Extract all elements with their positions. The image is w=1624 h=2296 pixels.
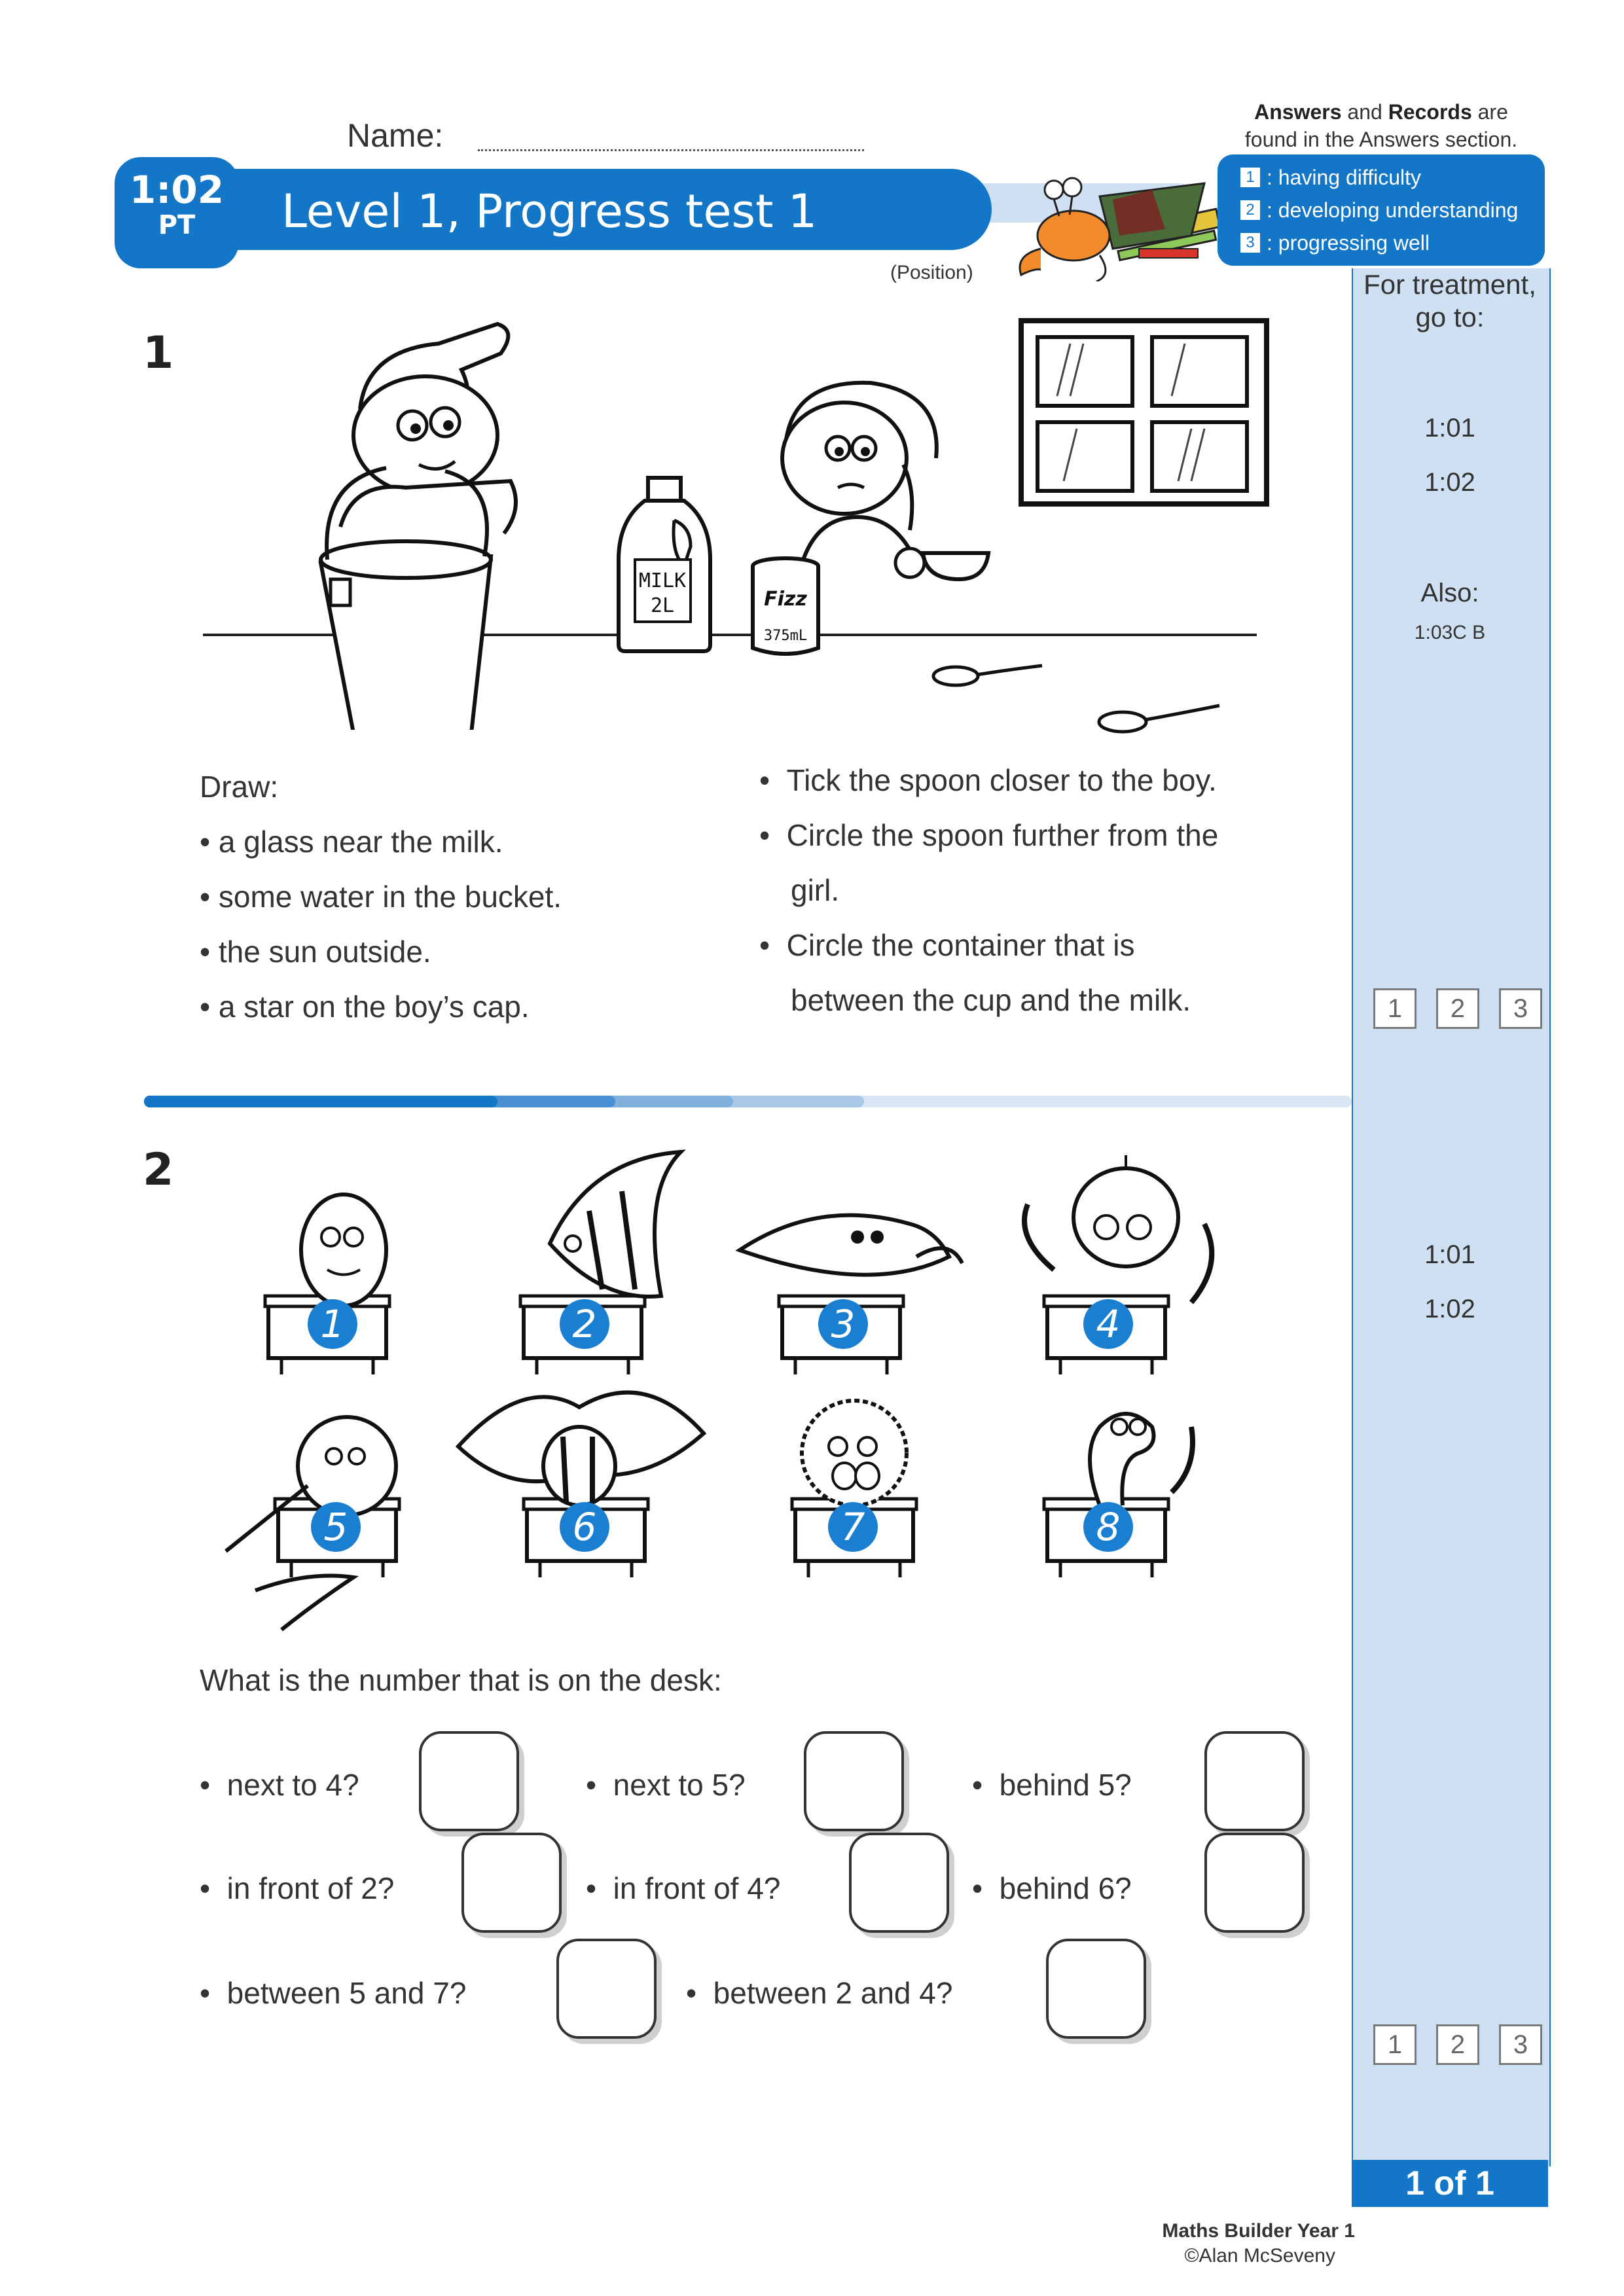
difficulty-legend [1218,154,1545,266]
score-box-1[interactable]: 1 [1373,988,1416,1029]
list-item: • a glass near the milk. [200,825,503,859]
q1-ref-1: 1:01 [1424,414,1475,442]
answers-note-line2: found in the Answers section. [1244,128,1518,151]
desk-number-7: 7 [828,1502,878,1552]
treatment-sidebar [1352,268,1551,2166]
spoon-far-icon[interactable] [1093,699,1224,738]
answer-box[interactable] [1204,1833,1305,1933]
list-item: • in front of 4? [586,1871,781,1905]
spoon-near-icon[interactable] [929,658,1047,691]
legend-number: 3 [1240,233,1260,253]
draw-instructions [200,759,562,1034]
legend-number: 2 [1240,200,1260,220]
task-instructions [759,753,1218,1028]
task-continuation: girl. [791,873,840,907]
treatment-line1: For treatment, [1363,269,1536,300]
octopus-4-icon [1008,1152,1231,1309]
answers-note [1204,98,1558,153]
strand-label: (Position) [890,262,973,283]
copyright: ©Alan McSeveny [1184,2245,1335,2267]
q2-score-boxes [1373,2024,1542,2065]
task-line: Circle the container that is [786,928,1135,962]
desk-number-2: 2 [560,1299,609,1349]
series-title: Maths Builder Year 1 [1162,2220,1355,2242]
desk-number-6: 6 [560,1502,609,1552]
legend-label: : progressing well [1267,230,1430,255]
desk-question-text: between 2 and 4? [713,1976,953,2010]
answer-box[interactable] [1204,1731,1305,1831]
list-item: • some water in the bucket. [200,880,562,914]
desk-number-3: 3 [818,1299,868,1349]
list-item: • behind 5? [972,1768,1132,1802]
also-ref: 1:03C B [1414,622,1486,643]
stingray-3-icon [733,1198,969,1296]
draw-item: some water in the bucket. [218,880,562,914]
fizz-can-illustration [746,556,828,661]
legend-row [1218,226,1545,259]
can-volume-text: 375mL [763,628,808,644]
draw-item: a star on the boy’s cap. [218,990,530,1024]
desk-question-text: behind 5? [999,1768,1132,1802]
angelfish-2-icon [537,1145,687,1302]
desk-number-1: 1 [308,1299,357,1349]
question-1-number: 1 [143,327,174,379]
answers-and: and [1341,100,1388,124]
score-box-2[interactable]: 2 [1436,2024,1479,2065]
task-continuation: between the cup and the milk. [791,983,1191,1017]
desk-question-text: behind 6? [999,1871,1132,1905]
list-item: • the sun outside. [200,935,431,969]
answer-box[interactable] [419,1731,519,1831]
answer-box[interactable] [849,1833,949,1933]
list-item: • in front of 2? [200,1871,395,1905]
desk-number-8: 8 [1083,1502,1133,1552]
list-item: • next to 5? [586,1768,746,1802]
desk-prompt: What is the number that is on the desk: [200,1663,722,1697]
q1-score-boxes [1373,988,1542,1029]
legend-label: : developing understanding [1267,198,1519,222]
desk-question-text: between 5 and 7? [226,1976,467,2010]
milk-label-text: MILK [638,569,687,592]
list-item: • between 5 and 7? [200,1976,467,2010]
page-title: Level 1, Progress test 1 [281,185,818,238]
list-item: • behind 6? [972,1871,1132,1905]
answers-are: are [1471,100,1508,124]
legend-label: : having difficulty [1267,165,1421,189]
legend-row [1218,194,1545,226]
can-brand-text: Fizz [764,588,807,611]
desk-question-text: next to 4? [226,1768,359,1802]
list-item: • between 2 and 4? [686,1976,953,2010]
desk-question-text: in front of 2? [226,1871,395,1905]
list-item: • next to 4? [200,1768,359,1802]
name-field[interactable] [478,149,864,151]
legend-row [1218,161,1545,194]
badge-sub: PT [158,210,196,240]
draw-heading: Draw: [200,770,279,804]
score-box-3[interactable]: 3 [1499,2024,1542,2065]
treatment-line2: go to: [1415,302,1485,332]
also-label: Also: [1420,579,1479,607]
q2-ref-1: 1:01 [1424,1240,1475,1269]
name-label: Name: [347,117,444,154]
window-illustration [1018,317,1273,511]
score-box-3[interactable]: 3 [1499,988,1542,1029]
test-code-badge [115,157,239,268]
list-item: • Circle the spoon further from the [759,818,1219,852]
answer-box[interactable] [461,1833,562,1933]
eel-8-icon [1041,1388,1211,1512]
records-word: Records [1388,100,1472,124]
answer-box[interactable] [804,1731,904,1831]
score-box-1[interactable]: 1 [1373,2024,1416,2065]
desk-number-4: 4 [1083,1299,1133,1349]
milk-volume-text: 2L [650,594,675,617]
q2-ref-2: 1:02 [1424,1295,1475,1323]
lionfish-6-icon [452,1374,707,1518]
task-line: Circle the spoon further from the [786,818,1219,852]
list-item: • Circle the container that is [759,928,1135,962]
question-2-number: 2 [143,1144,174,1196]
legend-number: 1 [1240,168,1260,187]
draw-item: the sun outside. [218,935,431,969]
section-divider [144,1094,1352,1107]
desk-question-text: next to 5? [613,1768,746,1802]
desk-question-text: in front of 4? [613,1871,781,1905]
list-item: • Tick the spoon closer to the boy. [759,763,1217,797]
task-line: Tick the spoon closer to the boy. [786,763,1217,797]
boy-with-bucket-illustration [288,311,576,730]
list-item: • a star on the boy’s cap. [200,990,530,1024]
footer [1074,2219,1355,2269]
page-count-tag: 1 of 1 [1352,2160,1548,2207]
desk-number-5: 5 [311,1502,361,1552]
score-box-2[interactable]: 2 [1436,988,1479,1029]
milk-bottle-illustration [612,475,717,655]
crab-mascot-icon [1001,151,1218,281]
answer-box[interactable] [556,1939,657,2039]
answers-word: Answers [1254,100,1342,124]
pufferfish-7-icon [785,1388,923,1512]
treatment-heading [1352,268,1548,334]
badge-code: 1:02 [129,168,225,212]
fish-1-icon [288,1178,399,1309]
answer-box[interactable] [1046,1939,1146,2039]
q1-ref-2: 1:02 [1424,468,1475,497]
draw-item: a glass near the milk. [218,825,503,859]
